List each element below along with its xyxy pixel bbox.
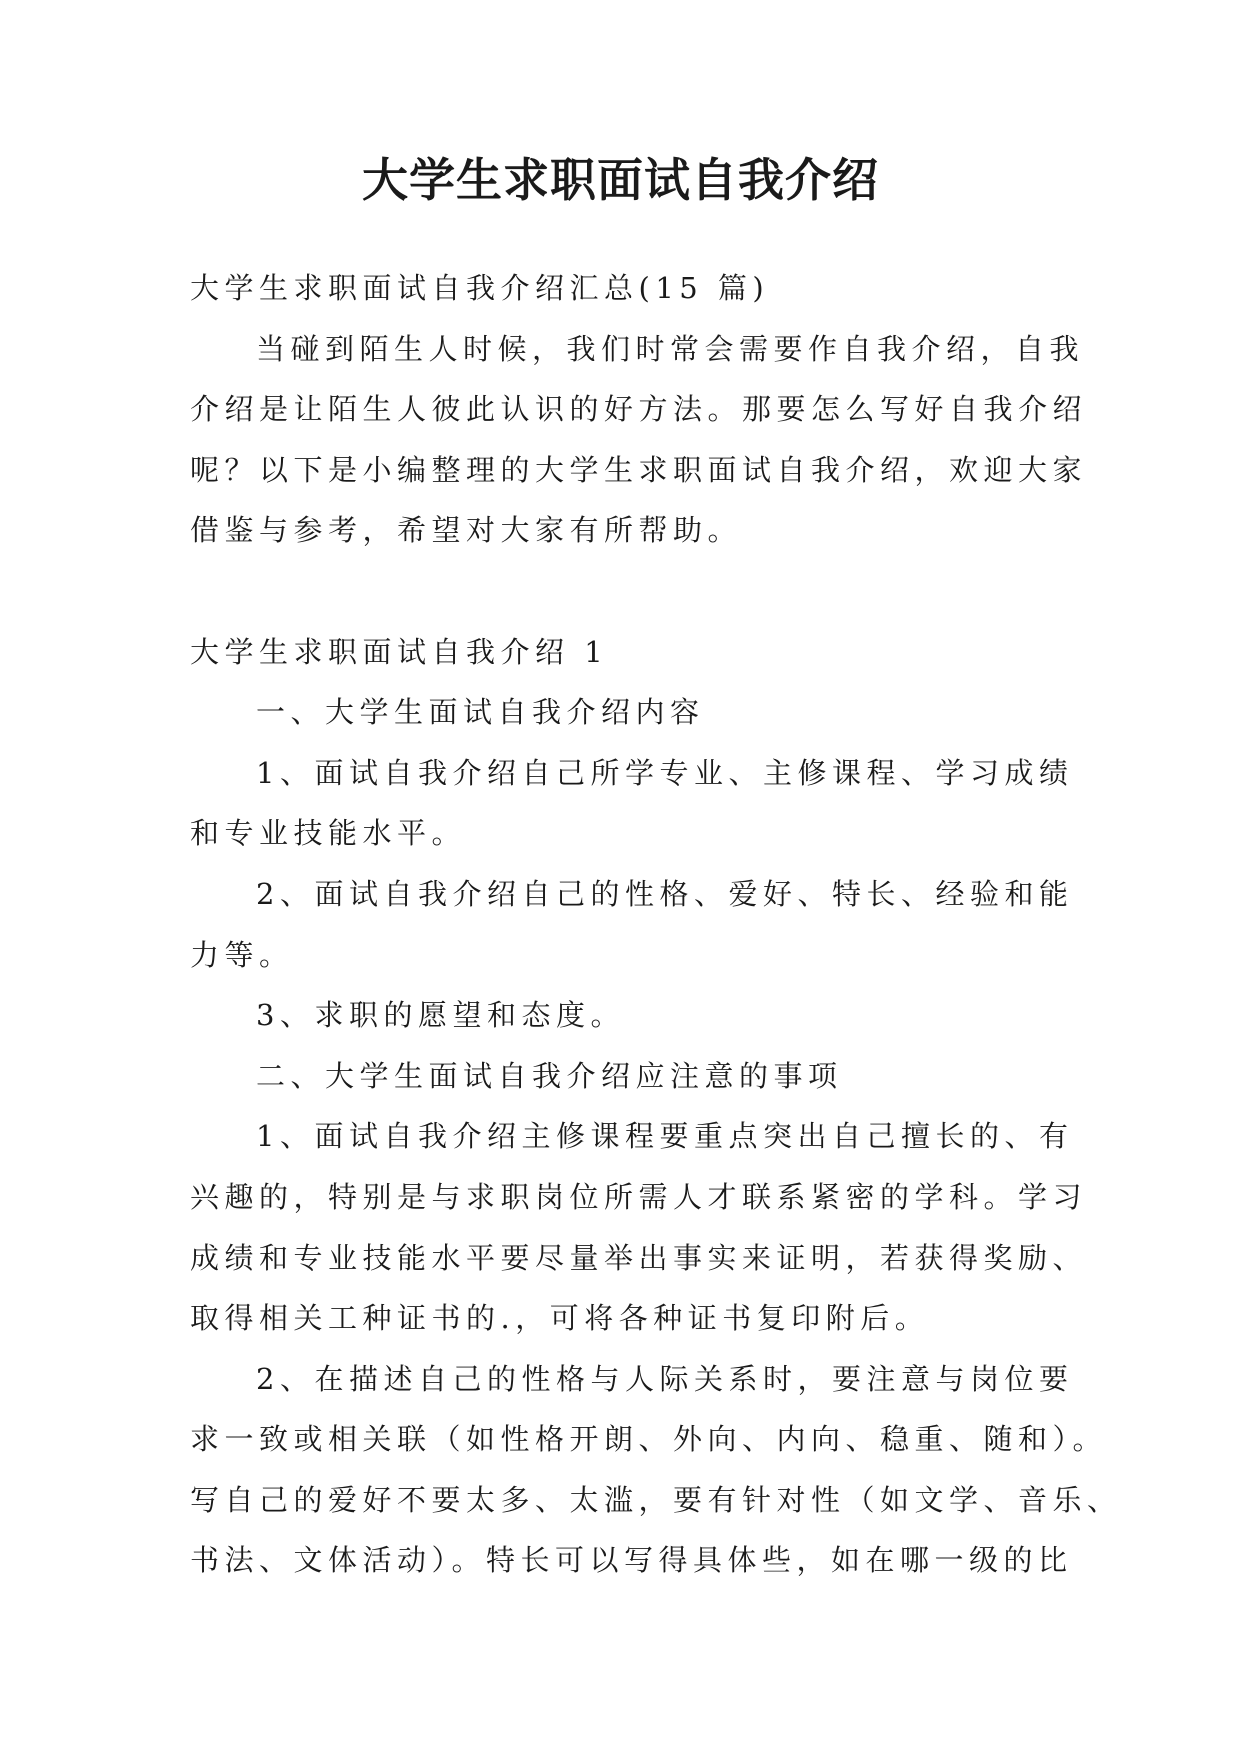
paragraph-line: 力等。 [190,937,294,972]
paragraph-line: 1、面试自我介绍主修课程要重点突出自己擅长的、有 [256,1119,1074,1154]
paragraph-line: 介绍是让陌生人彼此认识的好方法。那要怎么写好自我介绍 [190,392,1088,427]
paragraph-line: 和专业技能水平。 [190,816,467,851]
subtitle-line: 大学生求职面试自我介绍汇总(15 篇) [190,271,770,305]
document-title: 大学生求职面试自我介绍 [362,153,879,207]
paragraph-line: 2、在描述自己的性格与人际关系时，要注意与岗位要 [256,1361,1074,1396]
paragraph-gap [190,561,1060,622]
paragraph-line: 3、求职的愿望和态度。 [256,998,625,1033]
paragraph-line: 兴趣的，特别是与求职岗位所需人才联系紧密的学科。学习 [190,1179,1088,1214]
paragraph-line: 成绩和专业技能水平要尽量举出事实来证明，若获得奖励、 [190,1240,1088,1275]
paragraph-line: 写自己的爱好不要太多、太滥，要有针对性（如文学、音乐、 [190,1482,1122,1517]
document-body [190,258,1122,1591]
paragraph-line: 1、面试自我介绍自己所学专业、主修课程、学习成绩 [256,755,1074,790]
subsection-heading: 一、大学生面试自我介绍内容 [256,695,705,730]
paragraph-line: 借鉴与参考，希望对大家有所帮助。 [190,513,743,548]
paragraph-line: 求一致或相关联（如性格开朗、外向、内向、稳重、随和）。 [190,1422,1108,1457]
paragraph-line: 当碰到陌生人时候，我们时常会需要作自我介绍，自我 [256,331,1085,366]
paragraph-line: 呢？以下是小编整理的大学生求职面试自我介绍，欢迎大家 [190,452,1088,487]
subsection-heading: 二、大学生面试自我介绍应注意的事项 [256,1058,843,1093]
paragraph-line: 2、面试自我介绍自己的性格、爱好、特长、经验和能 [256,876,1074,911]
paragraph-line: 书法、文体活动）。特长可以写得具体些，如在哪一级的比 [190,1543,1073,1578]
section-heading: 大学生求职面试自我介绍 1 [190,634,609,669]
paragraph-line: 取得相关工种证书的.，可将各种证书复印附后。 [190,1301,930,1336]
